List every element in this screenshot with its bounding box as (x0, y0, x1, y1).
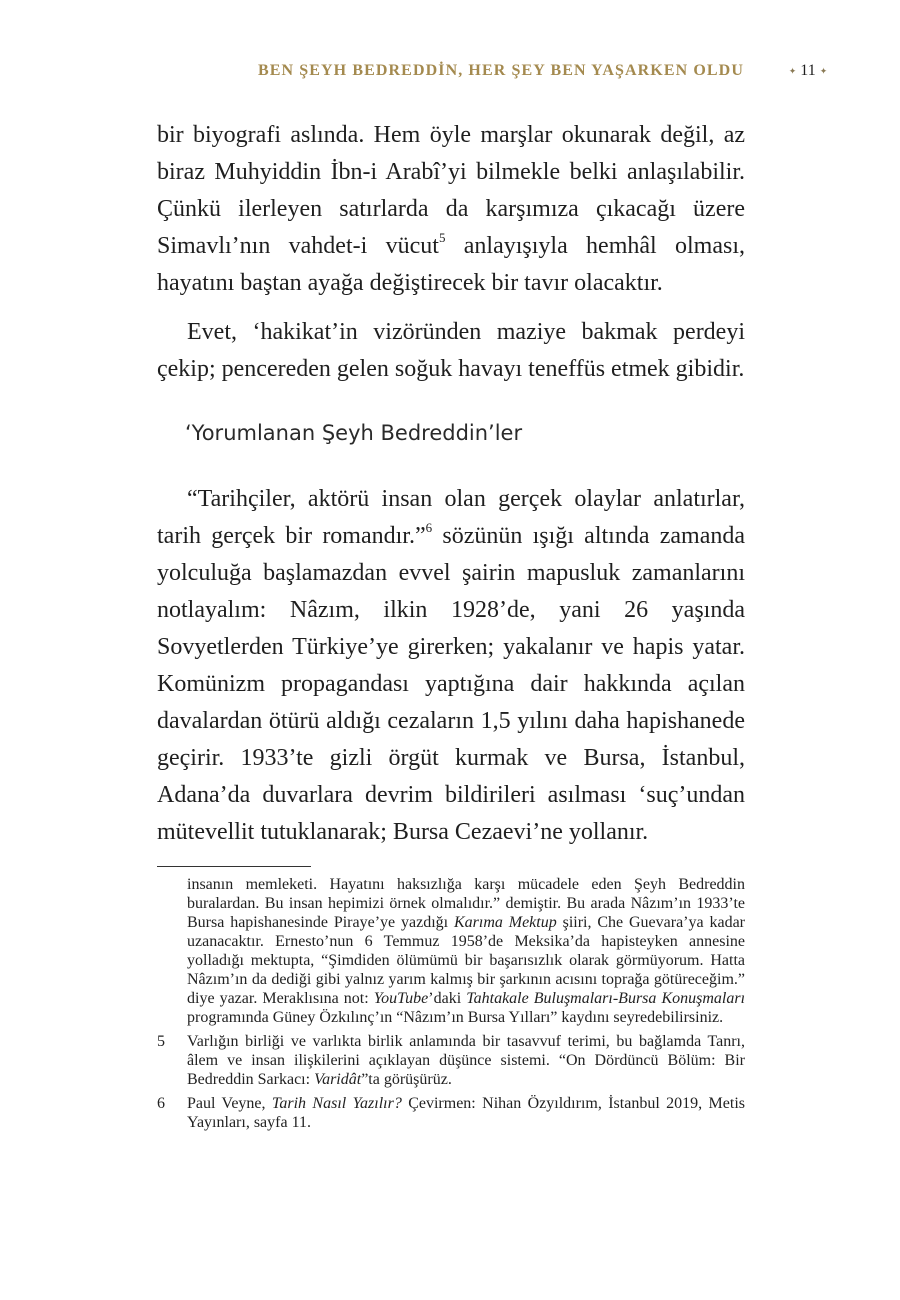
footnote-italic: Varidât (314, 1071, 362, 1088)
page-number: 11 (800, 62, 816, 79)
footnote-text: Paul Veyne, (187, 1095, 272, 1112)
footnote-divider (157, 866, 311, 867)
footnote-text: ”ta görüşürüz. (361, 1071, 452, 1088)
paragraph-text: “Tarihçiler, aktörü insan olan gerçek olaylar anlatırlar, tarih gerçek bir romandır.” (157, 486, 745, 549)
footnote-body (187, 1032, 745, 1089)
footnotes (157, 875, 745, 1132)
running-header (0, 62, 900, 90)
running-title: BEN ŞEYH BEDREDDİN, HER ŞEY BEN YAŞARKEN OLDU (257, 62, 744, 79)
paragraph-text: bir biyografi aslında. Hem öyle marşlar okunarak değil, az biraz Muhyiddin İbn-i Arabî’yi bilmekle belki anlaşılabilir. Çünkü ilerleyen satırlarda da karşımıza çıkacağı üzere Simavlı’nın vahdet-i vücut (157, 122, 745, 259)
footnote-text: Çevirmen: Nihan Özyıldırım, İstanbul 2019, Metis Yayınları, sayfa 11. (187, 1095, 745, 1131)
footnote-ref-5: 5 (438, 230, 446, 245)
footnote-italic: Tahtakale Buluşmaları-Bursa Konuşmaları (466, 990, 746, 1007)
body-text-top (157, 117, 745, 388)
footnote-italic: Tarih Nasıl Yazılır? (271, 1095, 402, 1112)
footnote-text: şiiri, Che Guevara’ya kadar uzanacaktır. Ernesto’nun 6 Temmuz 1958’de Meksika’da hapisteyken annesine yolladığı mektupta, “Şimdiden ölümümü bir başarısızlık olarak görmüyorum. Hatta Nâzım’ın da dediği gibi yalnız yarım kalmış bir şarkının acısını toprağa götüreceğim.” diye yazar. Meraklısına not: (187, 914, 746, 1007)
paragraph: Evet, ‘hakikat’in vizöründen maziye bakmak perdeyi çekip; pencereden gelen soğuk havayı teneffüs etmek gibidir. (157, 319, 745, 382)
footnote-italic: YouTube (373, 990, 429, 1007)
footnote-text: insanın memleketi. Hayatını haksızlığa karşı mücadele eden Şeyh Bedreddin buralardan. Bu insan hepimizi örnek olmalıdır.” demiştir. Bu arada Nâzım’ın 1933’te Bursa hapishanesinde Piraye’ye yazdığı (187, 876, 745, 931)
footnote-6 (157, 1094, 745, 1132)
footnote-text: programında Güney Özkılınç’ın “Nâzım’ın Bursa Yılları” kaydını seyredebilirsiniz. (187, 1009, 724, 1026)
footnote-number: 5 (157, 1033, 165, 1050)
page-number-group (780, 62, 836, 80)
paragraph-text: anlayışıyla hemhâl olması, hayatını baştan ayağa değiştirecek bir tavır olacaktır. (157, 233, 745, 296)
footnote-text: ’daki (428, 990, 467, 1007)
footnote-italic: Karıma Mektup (453, 914, 557, 931)
section-heading: ‘Yorumlanan Şeyh Bedreddin’ler (185, 421, 523, 445)
footnote-body (187, 1094, 745, 1132)
footnote-text: Varlığın birliği ve varlıkta birlik anlamında bir tasavvuf terimi, bu bağlamda Tanrı, âlem ve insan ilişkilerini açıklayan düşünce sistemi. “On Dördüncü Bölüm: Bir Bedreddin Sarkacı: (187, 1033, 745, 1088)
footnote-5 (157, 1032, 745, 1089)
paragraph (157, 481, 745, 851)
body-text-bottom (157, 481, 745, 851)
footnote-ref-6: 6 (425, 520, 433, 535)
footnote-number: 6 (157, 1095, 165, 1112)
paragraph-continuation (157, 117, 745, 302)
ornament-left-icon: ✦ (788, 65, 797, 76)
ornament-right-icon: ✦ (819, 65, 828, 76)
footnote-continuation (187, 875, 745, 1027)
paragraph-text: sözünün ışığı altında zamanda yolculuğa başlamazdan evvel şairin mapusluk zamanlarını notlayalım: Nâzım, ilkin 1928’de, yani 26 yaşında Sovyetlerden Türkiye’ye girerken; yakalanır ve hapis yatar. Komünizm propagandası yaptığına dair hakkında açılan davalardan ötürü aldığı cezaların 1,5 yılını daha hapishanede geçirir. 1933’te gizli örgüt kurmak ve Bursa, İstanbul, Adana’da duvarlara devrim bildirileri asılması ‘suç’undan mütevellit tutuklanarak; Bursa Cezaevi’ne yollanır. (157, 523, 746, 845)
